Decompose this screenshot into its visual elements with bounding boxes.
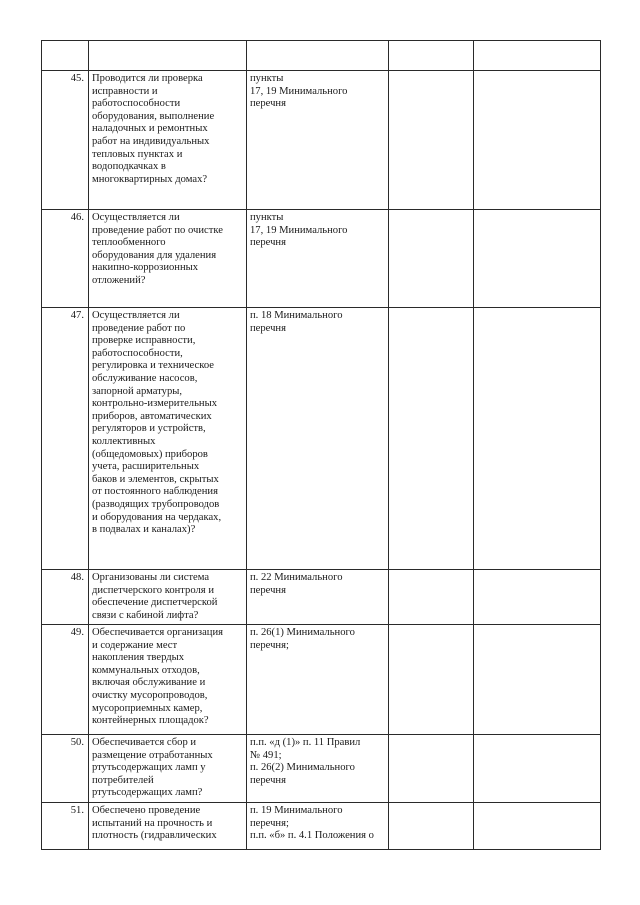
header-cell — [89, 41, 247, 71]
reference-cell: п. 18 Минимального перечня — [247, 308, 389, 570]
question-cell: Обеспечивается сбор и размещение отработанных ртутьсодержащих ламп у потребителей ртутьсодержащих ламп? — [89, 735, 247, 803]
table-header-row — [42, 41, 601, 71]
reference-cell: пункты 17, 19 Минимального перечня — [247, 71, 389, 210]
header-cell — [389, 41, 474, 71]
note-cell — [474, 308, 601, 570]
table-row — [42, 570, 601, 625]
table-row — [42, 735, 601, 803]
header-cell — [247, 41, 389, 71]
note-cell — [474, 735, 601, 803]
question-cell: Осуществляется ли проведение работ по очистке теплообменного оборудования для удаления накипно-коррозионных отложений? — [89, 210, 247, 308]
note-cell — [474, 71, 601, 210]
row-number: 50. — [42, 735, 89, 803]
row-number: 48. — [42, 570, 89, 625]
table-row — [42, 625, 601, 735]
table-row — [42, 803, 601, 850]
table-row — [42, 308, 601, 570]
answer-cell — [389, 735, 474, 803]
checklist-table — [41, 40, 601, 850]
reference-cell: п.п. «д (1)» п. 11 Правил № 491; п. 26(2) Минимального перечня — [247, 735, 389, 803]
answer-cell — [389, 71, 474, 210]
answer-cell — [389, 803, 474, 850]
row-number: 51. — [42, 803, 89, 850]
answer-cell — [389, 625, 474, 735]
question-cell: Осуществляется ли проведение работ по проверке исправности, работоспособности, регулировка и техническое обслуживание насосов, запорной арматуры, контрольно-измерительных приборов, автоматических регуляторов и устройств, коллективных (общедомовых) приборов учета, расширительных баков и элементов, скрытых от постоянного наблюдения (разводящих трубопроводов и оборудования на чердаках, в подвалах и каналах)? — [89, 308, 247, 570]
table-row — [42, 210, 601, 308]
reference-cell: п. 22 Минимального перечня — [247, 570, 389, 625]
row-number: 49. — [42, 625, 89, 735]
note-cell — [474, 570, 601, 625]
question-cell: Обеспечено проведение испытаний на прочность и плотность (гидравлических — [89, 803, 247, 850]
reference-cell: п. 19 Минимального перечня; п.п. «б» п. 4.1 Положения о — [247, 803, 389, 850]
table-row — [42, 71, 601, 210]
question-cell: Организованы ли система диспетчерского контроля и обеспечение диспетчерской связи с кабиной лифта? — [89, 570, 247, 625]
row-number: 47. — [42, 308, 89, 570]
question-cell: Обеспечивается организация и содержание мест накопления твердых коммунальных отходов, включая обслуживание и очистку мусоропроводов, мусороприемных камер, контейнерных площадок? — [89, 625, 247, 735]
header-cell — [474, 41, 601, 71]
reference-cell: п. 26(1) Минимального перечня; — [247, 625, 389, 735]
header-cell — [42, 41, 89, 71]
answer-cell — [389, 308, 474, 570]
row-number: 46. — [42, 210, 89, 308]
note-cell — [474, 625, 601, 735]
answer-cell — [389, 210, 474, 308]
note-cell — [474, 803, 601, 850]
reference-cell: пункты 17, 19 Минимального перечня — [247, 210, 389, 308]
row-number: 45. — [42, 71, 89, 210]
answer-cell — [389, 570, 474, 625]
note-cell — [474, 210, 601, 308]
question-cell: Проводится ли проверка исправности и работоспособности оборудования, выполнение наладочных и ремонтных работ на индивидуальных тепловых пунктах и водоподкачках в многоквартирных домах? — [89, 71, 247, 210]
